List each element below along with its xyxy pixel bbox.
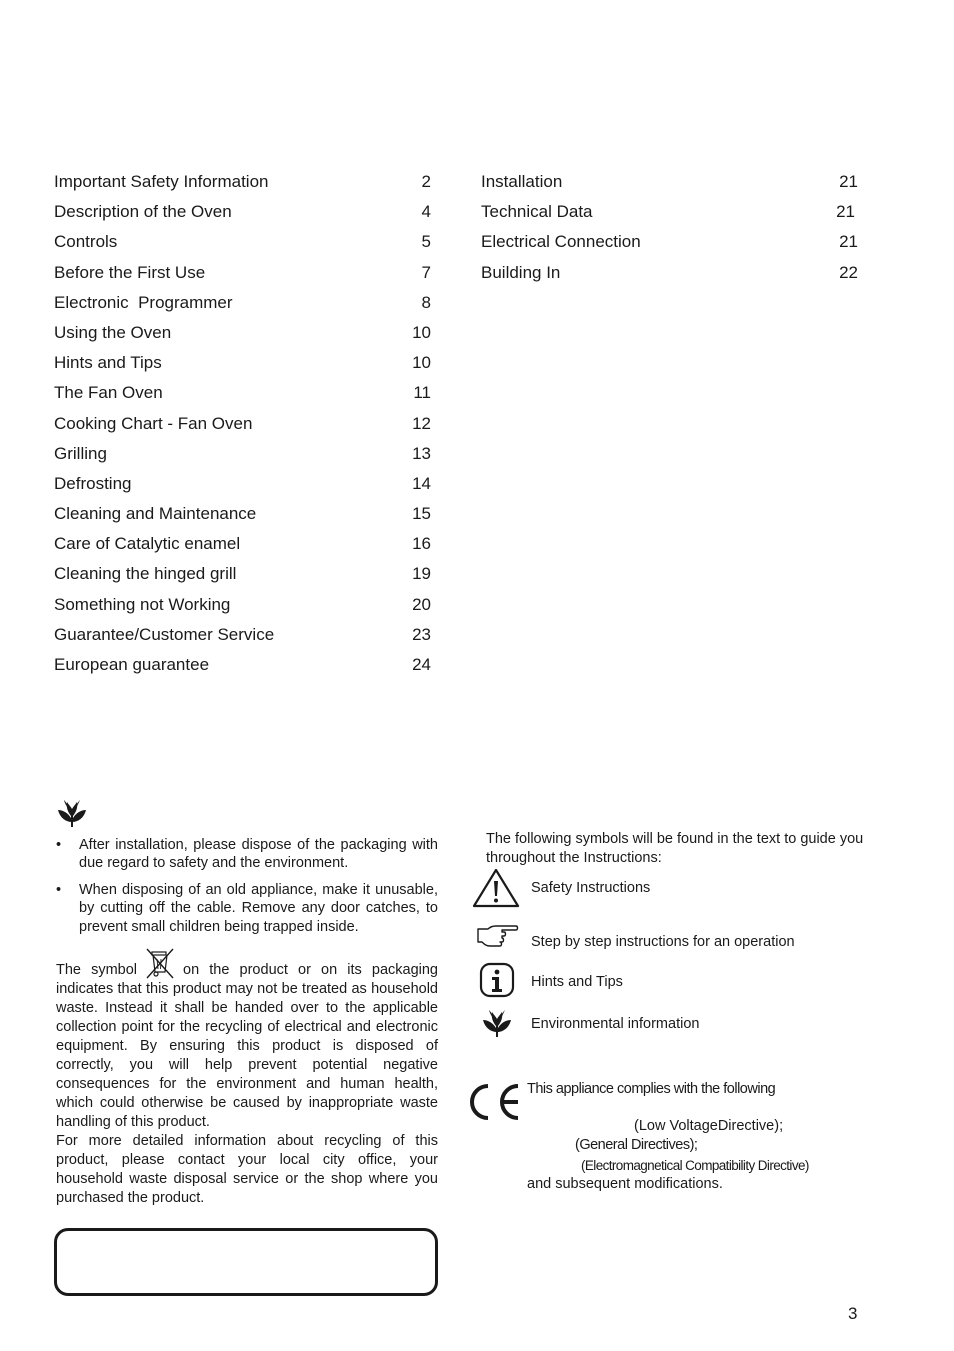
toc-entry-page: 23 <box>412 624 431 644</box>
crossed-out-wheelie-bin-icon <box>143 946 177 980</box>
toc-entry[interactable] <box>481 261 861 291</box>
bullet-text: After installation, please dispose of the packaging with due regard to safety and the environment. <box>79 837 438 872</box>
toc-entry[interactable] <box>481 230 861 260</box>
toc-entry[interactable] <box>54 502 434 532</box>
notice-box <box>54 1228 438 1296</box>
ce-directive-general: (General Directives); <box>575 1137 698 1153</box>
page-number: 3 <box>848 1304 858 1323</box>
toc-entry-page: 22 <box>839 262 858 282</box>
list-item <box>54 836 438 873</box>
toc-entry-title: Guarantee/Customer Service <box>54 624 275 644</box>
toc-entry-page: 19 <box>412 564 431 584</box>
toc-entry-title: European guarantee <box>54 655 210 674</box>
weee-paragraph <box>56 958 438 1208</box>
toc-entry-title: Important Safety Information <box>54 172 269 191</box>
toc-entry-title: Controls <box>54 232 118 252</box>
toc-entry-page: 11 <box>413 383 431 403</box>
ce-statement: This appliance complies with the following <box>527 1081 776 1097</box>
toc-entry[interactable] <box>54 593 434 623</box>
toc-entry-page: 10 <box>412 322 431 342</box>
warning-triangle-icon <box>472 868 520 908</box>
toc-entry-page: 21 <box>839 232 858 252</box>
ce-mark-icon <box>468 1082 522 1122</box>
environment-flower-icon <box>56 796 88 828</box>
toc-entry-page: 20 <box>412 594 431 614</box>
symbols-intro: The following symbols will be found in the text to guide you throughout the Instructions: <box>486 831 864 866</box>
symbol-legend-item <box>472 922 872 962</box>
toc-entry[interactable] <box>54 653 434 683</box>
bullet-text: When disposing of an old appliance, make it unusable, by cutting off the cable. Remove any door catches, to prevent small children being trapped inside. <box>79 881 438 935</box>
toc-entry[interactable] <box>481 200 861 230</box>
toc-entry-title: Using the Oven <box>54 322 172 342</box>
toc-right-column <box>481 170 861 291</box>
toc-entry-page: 16 <box>412 534 431 554</box>
toc-entry[interactable] <box>481 170 861 200</box>
bullet-dot: • <box>56 881 62 898</box>
toc-entry[interactable] <box>54 532 434 562</box>
toc-entry-page: 7 <box>421 262 431 282</box>
toc-entry-title: The Fan Oven <box>54 383 163 403</box>
toc-entry-title: Grilling <box>54 443 107 463</box>
ce-directive-low-voltage: (Low VoltageDirective); <box>634 1118 784 1134</box>
toc-entry[interactable] <box>54 261 434 291</box>
toc-entry[interactable] <box>54 291 434 321</box>
toc-entry[interactable] <box>54 170 434 200</box>
symbol-label: Hints and Tips <box>531 974 623 990</box>
toc-entry-page: 13 <box>412 443 431 463</box>
toc-entry[interactable] <box>54 562 434 592</box>
ce-directive-emc: (Electromagnetical Compatibility Directive) <box>581 1158 809 1173</box>
toc-entry-title: Building In <box>481 262 561 282</box>
symbol-legend-item <box>472 1004 872 1044</box>
toc-entry-page: 5 <box>421 232 431 252</box>
toc-entry-page: 14 <box>412 473 431 493</box>
toc-entry[interactable] <box>54 442 434 472</box>
toc-entry-title: Before the First Use <box>54 262 206 282</box>
toc-entry-page: 4 <box>421 202 431 222</box>
ce-modifications: and subsequent modifications. <box>527 1176 723 1192</box>
weee-text-rest: on the product or on its packaging indicates that this product may not be treated as household waste. Instead it shall be handed over to the applicable collection point for the recycling of electrical and electronic equipment. By ensuring this product is disposed of correctly, you will help prevent potential negative consequences for the environment and human health, which could otherwise be caused by inappropriate waste handling of this product. <box>56 962 438 1130</box>
bullet-dot: • <box>56 837 62 853</box>
symbol-label: Environmental information <box>531 1016 700 1032</box>
toc-entry-title: Defrosting <box>54 473 132 493</box>
toc-entry-title: Something not Working <box>54 594 231 614</box>
toc-entry[interactable] <box>54 321 434 351</box>
toc-entry-title: Cleaning and Maintenance <box>54 504 257 524</box>
toc-entry[interactable] <box>54 412 434 442</box>
symbol-legend-item <box>472 962 872 1002</box>
toc-entry-page: 21 <box>839 172 858 191</box>
symbol-label: Safety Instructions <box>531 880 651 896</box>
toc-entry-page: 8 <box>421 292 431 312</box>
toc-entry-title: Installation <box>481 172 563 191</box>
list-item <box>54 881 438 936</box>
toc-entry-title: Cooking Chart - Fan Oven <box>54 413 253 433</box>
toc-entry[interactable] <box>54 472 434 502</box>
toc-entry-title: Cleaning the hinged grill <box>54 564 237 584</box>
weee-text-start: The symbol <box>56 962 138 978</box>
toc-entry-title: Care of Catalytic enamel <box>54 534 241 554</box>
environment-bullet-list <box>54 836 438 944</box>
symbol-label: Step by step instructions for an operation <box>531 934 795 950</box>
toc-entry-title: Electronic Programmer <box>54 292 233 312</box>
toc-entry[interactable] <box>54 230 434 260</box>
toc-entry[interactable] <box>54 351 434 381</box>
weee-disposal-text <box>56 958 438 1132</box>
info-icon <box>472 962 520 1002</box>
toc-entry-page: 24 <box>412 655 431 674</box>
weee-more-info-text: For more detailed information about recycling of this product, please contact your local city office, your household waste disposal service or the shop where you purchased the product. <box>56 1133 438 1206</box>
toc-entry-page: 21 <box>836 202 855 222</box>
toc-entry[interactable] <box>54 623 434 653</box>
toc-entry-page: 12 <box>412 413 431 433</box>
toc-left-column <box>54 170 434 683</box>
toc-entry-title: Technical Data <box>481 202 593 222</box>
toc-entry[interactable] <box>54 381 434 411</box>
toc-entry-page: 2 <box>421 172 431 191</box>
toc-entry-title: Electrical Connection <box>481 232 641 252</box>
symbol-legend-item <box>472 868 872 908</box>
pointing-hand-icon <box>472 918 520 958</box>
toc-entry-page: 15 <box>412 504 431 524</box>
toc-entry-title: Description of the Oven <box>54 202 232 222</box>
toc-entry-title: Hints and Tips <box>54 353 162 373</box>
toc-entry-page: 10 <box>412 353 431 373</box>
toc-entry[interactable] <box>54 200 434 230</box>
environment-flower-icon <box>472 1004 520 1044</box>
